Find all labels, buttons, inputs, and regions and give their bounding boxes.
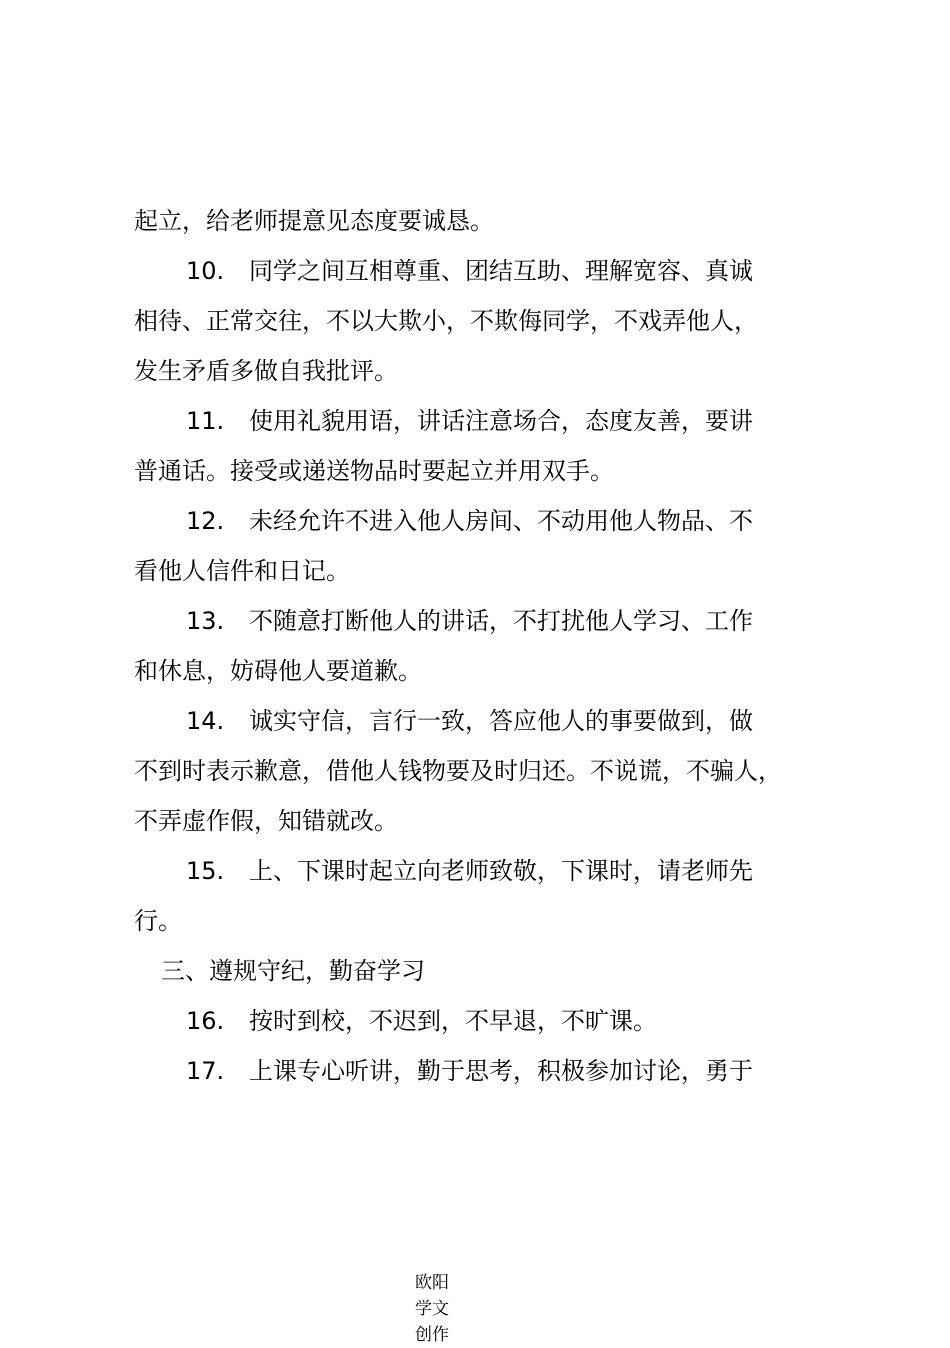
text-line: 相待、正常交往，不以大欺小，不欺侮同学，不戏弄他人， — [134, 307, 758, 335]
text-line: 和休息，妨碍他人要道歉。 — [134, 657, 422, 685]
list-item-13 — [134, 596, 834, 646]
item-text: 不随意打断他人的讲话，不打扰他人学习、工作 — [249, 607, 753, 635]
list-item-15 — [134, 846, 834, 896]
item-text: 按时到校，不迟到，不早退，不旷课。 — [249, 1007, 657, 1035]
list-item-12 — [134, 496, 834, 546]
item-text: 未经允许不进入他人房间、不动用他人物品、不 — [249, 507, 753, 535]
list-item-16 — [134, 996, 834, 1046]
footer-line: 欧阳 — [415, 1273, 449, 1293]
item-number: 15. — [186, 857, 225, 885]
item-text: 同学之间互相尊重、团结互助、理解宽容、真诚 — [249, 257, 753, 285]
document-body — [134, 196, 834, 1096]
section-heading: 三、遵规守纪，勤奋学习 — [161, 957, 425, 985]
text-line: 看他人信件和日记。 — [134, 557, 350, 585]
list-item-10 — [134, 246, 834, 296]
page-footer — [415, 1270, 455, 1348]
item-text: 上课专心听讲，勤于思考，积极参加讨论，勇于 — [249, 1057, 753, 1085]
item-number: 10. — [186, 257, 225, 285]
list-item-11 — [134, 396, 834, 446]
text-line: 不弄虚作假，知错就改。 — [134, 807, 398, 835]
text-line: 起立，给老师提意见态度要诚恳。 — [134, 207, 494, 235]
footer-line: 创作 — [415, 1325, 449, 1345]
text-line: 发生矛盾多做自我批评。 — [134, 357, 398, 385]
item-text: 上、下课时起立向老师致敬，下课时，请老师先 — [249, 857, 753, 885]
item-number: 14. — [186, 707, 225, 735]
item-number: 13. — [186, 607, 225, 635]
item-text: 诚实守信，言行一致，答应他人的事要做到，做 — [249, 707, 753, 735]
item-number: 12. — [186, 507, 225, 535]
text-line: 普通话。接受或递送物品时要起立并用双手。 — [134, 457, 614, 485]
list-item-14 — [134, 696, 834, 746]
item-number: 11. — [186, 407, 225, 435]
item-number: 16. — [186, 1007, 225, 1035]
list-item-17 — [134, 1046, 834, 1096]
footer-line: 学文 — [415, 1299, 449, 1319]
text-line: 不到时表示歉意，借他人钱物要及时归还。不说谎，不骗人， — [134, 757, 782, 785]
item-text: 使用礼貌用语，讲话注意场合，态度友善，要讲 — [249, 407, 753, 435]
item-number: 17. — [186, 1057, 225, 1085]
text-line: 行。 — [134, 907, 182, 935]
